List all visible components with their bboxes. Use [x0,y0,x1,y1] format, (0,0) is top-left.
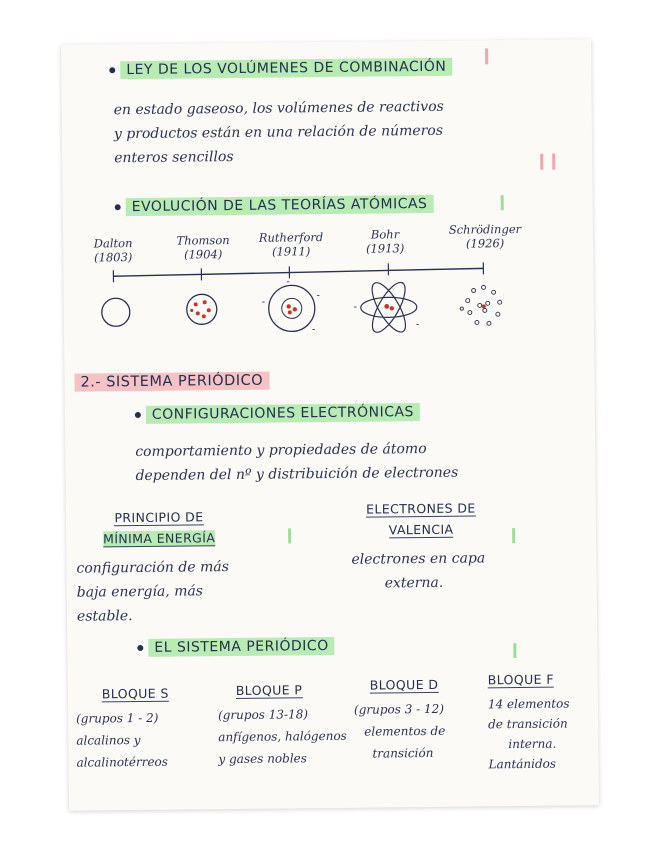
bullet-icon [137,645,143,651]
bullet-icon [115,204,121,210]
text-line: electrones en capa [351,550,486,568]
rutherford-model-icon [261,276,320,336]
scientist-thomson: Thomson (1904) [176,233,230,262]
svg-text:-: - [261,296,266,308]
block-f: BLOQUE F 14 elementos de transición interna. Lantánidos [487,671,570,772]
section-heading-atomic-theories: EVOLUCIÓN DE LAS TEORÍAS ATÓMICAS [115,196,434,215]
section-heading-law-volumes: LEY DE LOS VOLÚMENES DE COMBINACIÓN [109,59,452,79]
bohr-model-icon [353,277,419,337]
section-heading-electron-config: CONFIGURACIONES ELECTRÓNICAS [135,404,420,423]
svg-text:-: - [353,301,358,313]
text-line: configuración de más [76,559,229,577]
schrodinger-model-icon [460,285,504,325]
margin-mark [501,195,504,210]
bullet-icon [135,412,141,418]
dalton-model-icon [102,298,130,326]
scientist-rutherford: Rutherford (1911) [258,230,324,259]
text-line: comportamiento y propiedades de átomo [135,440,427,461]
block-s: BLOQUE S (grupos 1 - 2) alcalinos y alcalinotérreos [75,685,169,770]
svg-text:-: - [311,324,316,336]
text-line: dependen del nº y distribuición de electrones [135,464,459,485]
principle-title: PRINCIPIO DE MÍNIMA ENERGÍA [103,509,216,547]
valence-title: ELECTRONES DE VALENCIA [366,500,476,538]
scientist-bohr: Bohr (1913) [365,227,405,256]
scientist-dalton: Dalton (1803) [93,236,133,265]
text-line: baja energía, más [76,583,204,601]
bullet-icon [109,67,115,73]
svg-text:-: - [400,277,404,289]
block-p: BLOQUE P (grupos 13-18) anfígenos, halógenos y gases nobles [217,682,347,767]
svg-text:-: - [415,319,420,331]
margin-mark [485,48,488,64]
margin-mark [288,528,291,543]
svg-text:-: - [286,276,290,288]
thomson-model-icon [187,294,217,324]
margin-mark [552,154,555,170]
text-line: enteros sencillos [114,148,234,167]
atomic-models-timeline [83,250,504,344]
margin-mark [513,643,516,658]
svg-text:-: - [316,290,321,302]
scientist-schrodinger: Schrödinger (1926) [448,221,522,251]
block-d: BLOQUE D (grupos 3 - 12) elementos de transición [353,676,446,761]
margin-mark [540,154,543,170]
text-line: externa. [384,574,444,592]
margin-mark [512,528,515,543]
notebook-page [61,39,599,811]
text-line: y productos están en una relación de números [113,122,444,143]
text-line: estable. [76,608,133,625]
section-heading-periodic-table: EL SISTEMA PERIÓDICO [137,638,335,656]
section-title-periodic-system: 2.- SISTEMA PERIÓDICO [74,373,269,391]
text-line: en estado gaseoso, los volúmenes de reactivos [113,98,444,119]
